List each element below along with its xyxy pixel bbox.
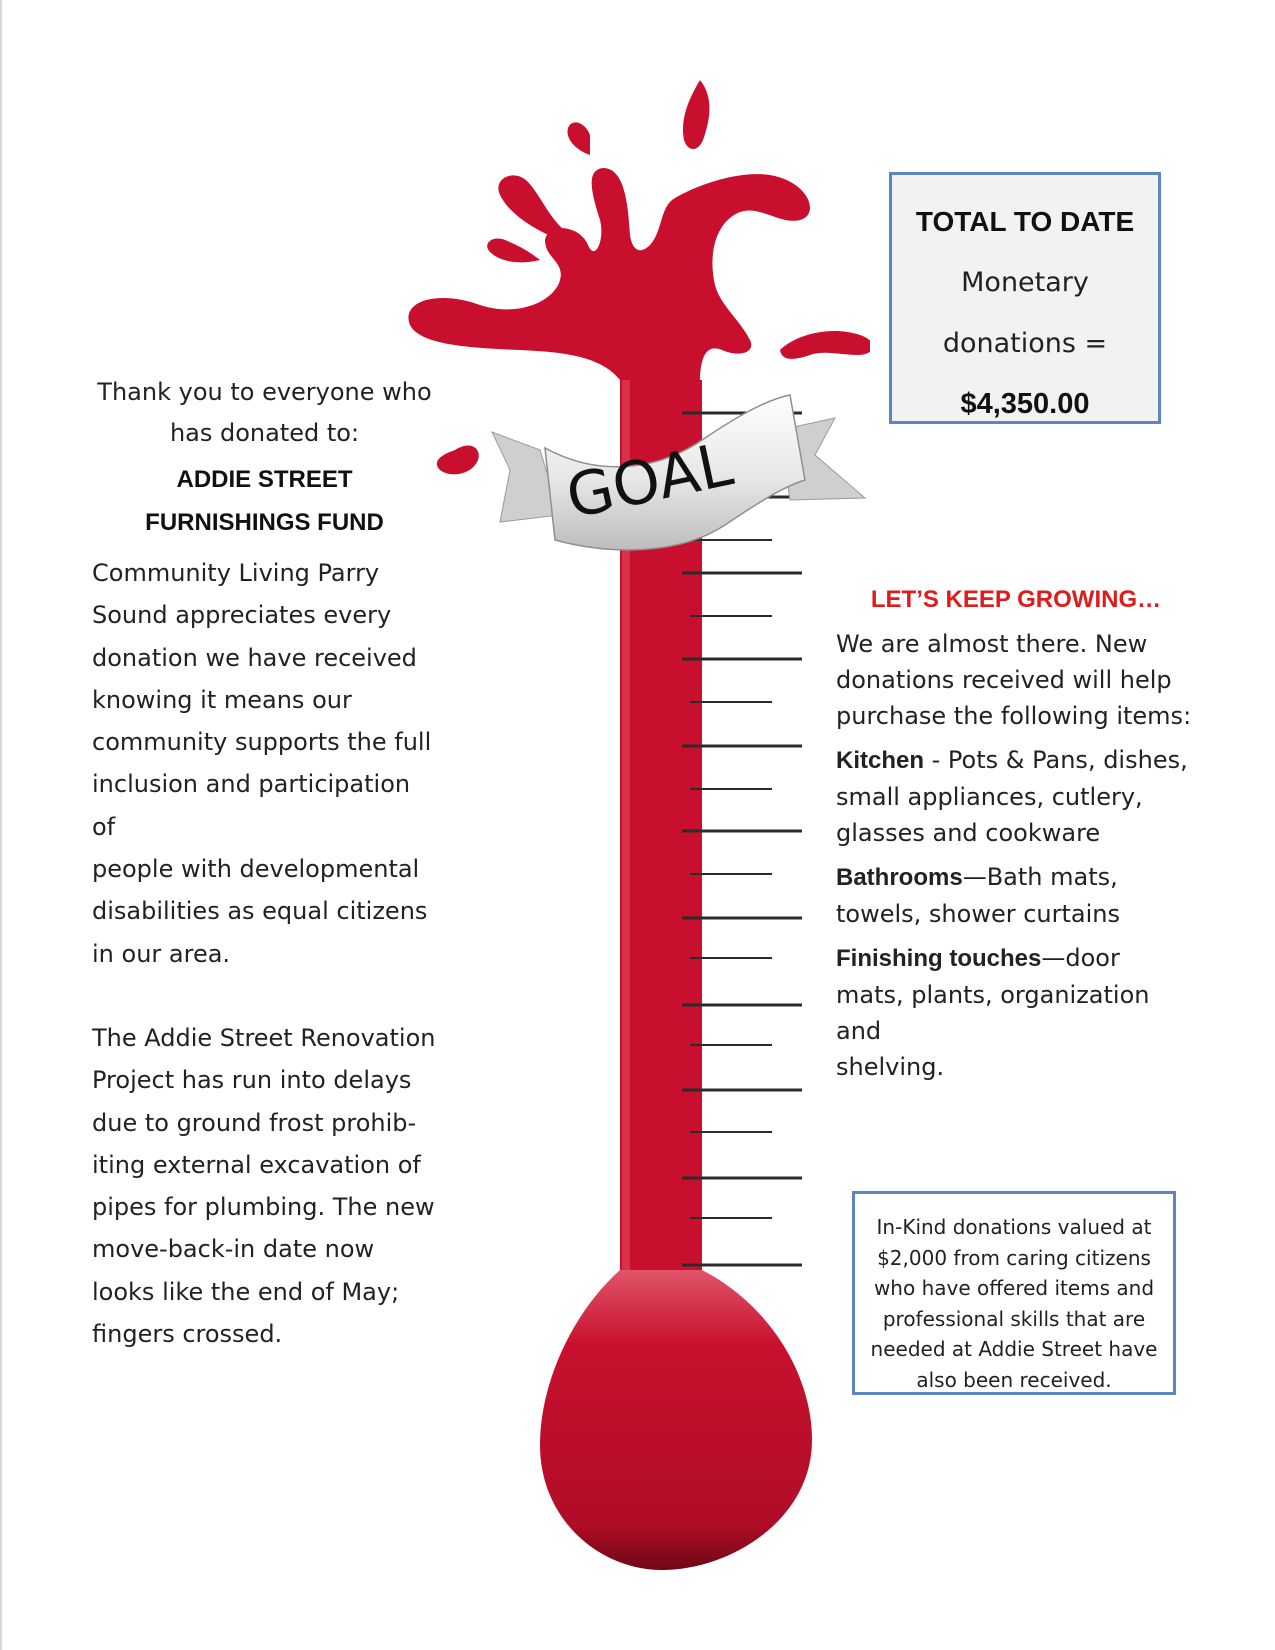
total-title: TOTAL TO DATE	[915, 206, 1135, 237]
bathrooms-label: Bathrooms	[836, 864, 963, 891]
finishing-label: Finishing touches	[836, 945, 1042, 972]
bathrooms-item	[836, 859, 1196, 932]
thanks-text: Thank you to everyone who has donated to:	[97, 378, 432, 447]
bathrooms-text: —Bath mats, towels, shower curtains	[836, 863, 1120, 928]
renovation-paragraph: The Addie Street Renovation Project has run into delays due to ground frost prohib- iting external excavation of pipes for plumbing. The new move-back-in date now looks like the end of May; fingers crossed.	[92, 1023, 436, 1349]
left-column	[92, 372, 437, 1355]
thermometer-bulb	[540, 1270, 812, 1570]
kitchen-text: - Pots & Pans, dishes, small appliances, cutlery, glasses and cookware	[836, 746, 1188, 847]
right-column	[836, 582, 1196, 1085]
keep-growing-heading: LET’S KEEP GROWING…	[870, 586, 1162, 613]
finishing-text: —door mats, plants, organization and shelving.	[836, 944, 1150, 1081]
kitchen-label: Kitchen	[836, 747, 925, 774]
almost-there-paragraph: We are almost there. New donations received will help purchase the following items:	[836, 630, 1192, 730]
total-to-date-box	[889, 172, 1161, 424]
total-amount: $4,350.00	[960, 388, 1090, 420]
thermometer-graphic	[400, 60, 870, 1570]
finishing-item	[836, 940, 1196, 1085]
goal-label: GOAL	[560, 429, 739, 533]
kitchen-item	[836, 742, 1196, 851]
community-paragraph: Community Living Parry Sound appreciates every donation we have received knowing it means our community supports the full inclusion and participation of people with developmental disabilities as equal citizens in our area.	[92, 559, 432, 968]
total-line-donations: donations =	[942, 328, 1108, 359]
fund-name: ADDIE STREET FURNISHINGS FUND	[145, 466, 384, 536]
total-line-monetary: Monetary	[961, 267, 1089, 298]
page-edge	[0, 0, 2, 1650]
inkind-donations-box: In-Kind donations valued at $2,000 from caring citizens who have offered items and professional skills that are needed at Addie Street have also been received.	[852, 1191, 1176, 1395]
